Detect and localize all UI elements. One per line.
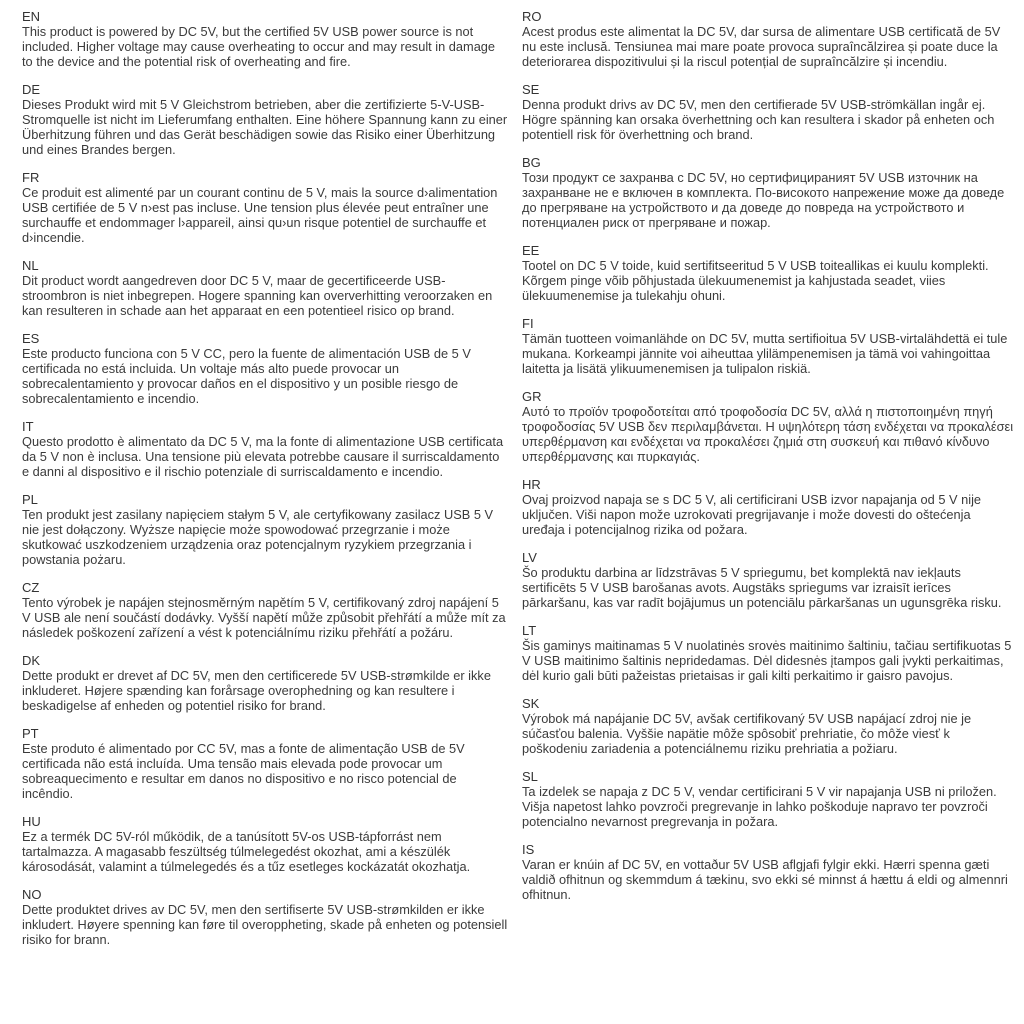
language-code-label: IT xyxy=(22,419,34,434)
language-section-it xyxy=(22,419,508,479)
language-code-label: HU xyxy=(22,814,41,829)
language-section-gr xyxy=(522,389,1016,464)
language-code-label: LT xyxy=(522,623,537,638)
language-section-fi xyxy=(522,316,1016,376)
language-code-label: RO xyxy=(522,9,542,24)
language-section-cz xyxy=(22,580,508,640)
language-section-ee xyxy=(522,243,1016,303)
warning-text: Dieses Produkt wird mit 5 V Gleichstrom betrieben, aber die zertifizierte 5-V-USB-Stromquelle ist nicht im Lieferumfang enthalten. Eine höhere Spannung kann zu einer Überhitzung führen und das Gerät beschädigen sowie das Risiko einer Überhitzung und eines Brandes bergen. xyxy=(22,97,508,157)
language-code-label: FR xyxy=(22,170,40,185)
warning-text: Este producto funciona con 5 V CC, pero la fuente de alimentación USB de 5 V certificada no está incluida. Un voltaje más alto puede provocar un sobrecalentamiento y provocar daños en el dispositivo y un posible riesgo de sobrecalentamiento e incendio. xyxy=(22,346,471,406)
warning-text: Tämän tuotteen voimanlähde on DC 5V, mutta sertifioitua 5V USB-virtalähdettä ei tule mukana. Korkeampi jännite voi aiheuttaa ylilämpenemisen ja tämä voi vahingoittaa laitetta ja lisätä ylikuumenemisen ja tulipalon riskiä. xyxy=(522,331,1008,376)
language-section-nl xyxy=(22,258,508,318)
warning-text: Ten produkt jest zasilany napięciem stałym 5 V, ale certyfikowany zasilacz USB 5 V nie jest dołączony. Wyższe napięcie może spowodować przegrzanie i może skutkować uszkodzeniem urządzenia oraz potencjalnym ryzykiem przegrzania i powstania pożaru. xyxy=(22,507,494,567)
warning-text: Този продукт се захранва с DC 5V, но сертифицираният 5V USB източник на захранване не е включен в комплекта. По-високото напрежение може да доведе до прегряване на устройството и да доведе до повреда на устройството и потенциален риск от прегряване и пожар. xyxy=(522,170,1005,230)
language-section-dk xyxy=(22,653,508,713)
language-code-label: LV xyxy=(522,550,537,565)
language-section-de xyxy=(22,82,508,157)
language-code-label: IS xyxy=(522,842,535,857)
language-section-lt xyxy=(522,623,1016,683)
warning-text: Výrobok má napájanie DC 5V, avšak certifikovaný 5V USB napájací zdroj nie je súčasťou balenia. Vyššie napätie môže spôsobiť prehriatie, čo môže viesť k poškodeniu zariadenia a potenciálnemu riziku prehriatia a požiaru. xyxy=(522,711,972,756)
warning-text: This product is powered by DC 5V, but the certified 5V USB power source is not included. Higher voltage may cause overheating to occur and may result in damage to the device and the potential risk of overheating and fire. xyxy=(22,24,496,69)
language-section-hu xyxy=(22,814,508,874)
language-code-label: HR xyxy=(522,477,541,492)
language-code-label: SL xyxy=(522,769,538,784)
right-column xyxy=(522,9,1016,960)
warning-text: Šis gaminys maitinamas 5 V nuolatinės srovės maitinimo šaltiniu, tačiau sertifikuotas 5 V USB maitinimo šaltinis nepridedamas. Dėl didesnės įtampos gali įvykti perkaitimas, dėl kurio gali būti pažeistas prietaisas ir gali kilti perkaitimo ir gaisro pavojus. xyxy=(522,638,1012,683)
warning-text: Questo prodotto è alimentato da DC 5 V, ma la fonte di alimentazione USB certificata da 5 V non è inclusa. Una tensione più elevata potrebbe causare il surriscaldamento e danni al dispositivo e il rischio potenziale di surriscaldamento e incendio. xyxy=(22,434,504,479)
language-code-label: NO xyxy=(22,887,42,902)
warning-text: Αυτό το προϊόν τροφοδοτείται από τροφοδοσία DC 5V, αλλά η πιστοποιημένη πηγή τροφοδοσίας 5V USB δεν περιλαμβάνεται. Η υψηλότερη τάση ενδέχεται να προκαλέσει υπερθέρμανση και ενδέχεται να προκαλέσει ζημιά στη συσκευή και πιθανό κίνδυνο υπερθέρμανσης και πυρκαγιάς. xyxy=(522,404,1014,464)
language-code-label: EE xyxy=(522,243,540,258)
warning-text: Dette produktet drives av DC 5V, men den sertifiserte 5V USB-strømkilden er ikke inkludert. Høyere spenning kan føre til overoppheting, skade på enheten og potensiell risiko for brann. xyxy=(22,902,508,947)
language-section-pl xyxy=(22,492,508,567)
language-section-ro xyxy=(522,9,1016,69)
language-section-sk xyxy=(522,696,1016,756)
warning-text: Ovaj proizvod napaja se s DC 5 V, ali certificirani USB izvor napajanja od 5 V nije uključen. Viši napon može uzrokovati pregrijavanje i može dovesti do oštećenja uređaja i potencijalnog rizika od požara. xyxy=(522,492,982,537)
warning-text: Tento výrobek je napájen stejnosměrným napětím 5 V, certifikovaný zdroj napájení 5 V USB ale není součástí dodávky. Vyšší napětí může způsobit přehřátí a může mít za následek poškození zařízení a vést k potenciálnímu riziku přehřátí a požáru. xyxy=(22,595,506,640)
warning-text: Ez a termék DC 5V-ról működik, de a tanúsított 5V-os USB-tápforrást nem tartalmazza. A magasabb feszültség túlmelegedést okozhat, ami a készülék károsodását, valamint a túlmelegedés és a tűz esetleges kockázatát okozhatja. xyxy=(22,829,471,874)
language-code-label: DK xyxy=(22,653,41,668)
left-column xyxy=(22,9,508,960)
warning-text: Dit product wordt aangedreven door DC 5 V, maar de gecertificeerde USB-stroombron is niet inbegrepen. Hogere spanning kan oververhitting veroorzaken en kan resulteren in schade aan het apparaat en een potentieel risico op brand. xyxy=(22,273,493,318)
language-code-label: EN xyxy=(22,9,41,24)
warning-text: Dette produkt er drevet af DC 5V, men den certificerede 5V USB-strømkilde er ikke inkluderet. Højere spænding kan forårsage overophedning og kan resultere i beskadigelse af enheden og potentiel risiko for brand. xyxy=(22,668,491,713)
language-code-label: GR xyxy=(522,389,542,404)
language-code-label: ES xyxy=(22,331,40,346)
language-section-pt xyxy=(22,726,508,801)
warning-text: Tootel on DC 5 V toide, kuid sertifitseeritud 5 V USB toiteallikas ei kuulu komplekti. Kõrgem pinge võib põhjustada ülekuumenemist ja kahjustada seadet, viies ülekuumenemise ja tulekahju ohuni. xyxy=(522,258,989,303)
language-code-label: DE xyxy=(22,82,41,97)
language-section-sl xyxy=(522,769,1016,829)
language-section-bg xyxy=(522,155,1016,230)
language-section-se xyxy=(522,82,1016,142)
language-section-en xyxy=(22,9,508,69)
language-section-es xyxy=(22,331,508,406)
language-code-label: PT xyxy=(22,726,39,741)
language-code-label: SE xyxy=(522,82,540,97)
language-section-lv xyxy=(522,550,1016,610)
language-section-fr xyxy=(22,170,508,245)
language-section-is xyxy=(522,842,1016,902)
language-section-no xyxy=(22,887,508,947)
language-code-label: BG xyxy=(522,155,541,170)
warning-text: Este produto é alimentado por CC 5V, mas a fonte de alimentação USB de 5V certificada não está incluída. Uma tensão mais elevada pode provocar um sobreaquecimento e resultar em danos no dispositivo e no risco potencial de incêndio. xyxy=(22,741,465,801)
warning-text: Ta izdelek se napaja z DC 5 V, vendar certificirani 5 V vir napajanja USB ni priložen. Višja napetost lahko povzroči pregrevanje in lahko poškoduje napravo ter povzroči potencialno nevarnost pregrevanja in požara. xyxy=(522,784,997,829)
warning-text: Acest produs este alimentat la DC 5V, dar sursa de alimentare USB certificată de 5V nu este inclusă. Tensiunea mai mare poate provoca supraîncălzirea și poate duce la deteriorarea dispozitivului și la riscul potențial de supraîncălzire și incendiu. xyxy=(522,24,1001,69)
language-section-hr xyxy=(522,477,1016,537)
warning-text: Šo produktu darbina ar līdzstrāvas 5 V spriegumu, bet komplektā nav iekļauts sertificēts 5 V USB barošanas avots. Augstāks spriegums var izraisīt ierīces pārkaršanu, kas var radīt bojājumus un potenciālu pārkaršanas un ugunsgrēka risku. xyxy=(522,565,1002,610)
language-code-label: SK xyxy=(522,696,540,711)
warning-text: Varan er knúin af DC 5V, en vottaður 5V USB aflgjafi fylgir ekki. Hærri spenna gæti valdið ofhitnun og skemmdum á tækinu, svo ekki sé minnst á hættu á eldi og almennri ofhitnun. xyxy=(522,857,1008,902)
warning-text: Denna produkt drivs av DC 5V, men den certifierade 5V USB-strömkällan ingår ej. Högre spänning kan orsaka överhettning och kan resultera i skador på enheten och potentiell risk för överhettning och brand. xyxy=(522,97,995,142)
language-code-label: CZ xyxy=(22,580,40,595)
warning-text: Ce produit est alimenté par un courant continu de 5 V, mais la source d›alimentation USB certifiée de 5 V n›est pas incluse. Une tension plus élevée peut entraîner une surchauffe et endommager l›appareil, ainsi qu›un risque potentiel de surchauffe et d›incendie. xyxy=(22,185,498,245)
language-code-label: FI xyxy=(522,316,534,331)
language-code-label: NL xyxy=(22,258,39,273)
language-code-label: PL xyxy=(22,492,38,507)
